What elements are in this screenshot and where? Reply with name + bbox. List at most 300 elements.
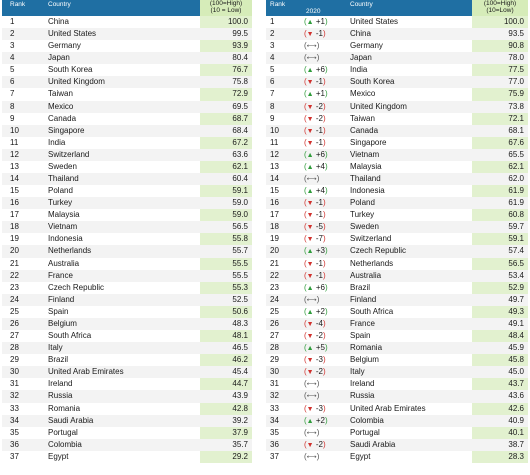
rank-cell: 29 xyxy=(270,355,279,365)
rank-change: (▼ -1) xyxy=(304,125,326,135)
rank-cell: 27 xyxy=(270,331,279,341)
rank-cell: 10 xyxy=(10,125,19,135)
rank-change-value: -1 xyxy=(315,125,323,135)
score-cell: 73.8 xyxy=(508,101,524,111)
ranking-table-left xyxy=(2,0,252,463)
rank-change: (▲ +5) xyxy=(304,343,328,353)
country-cell: Portugal xyxy=(48,427,78,437)
table-row xyxy=(2,354,252,366)
rank-cell: 13 xyxy=(10,161,19,171)
country-cell: Spain xyxy=(350,331,371,341)
rank-cell: 25 xyxy=(10,306,19,316)
score-cell: 53.4 xyxy=(508,270,524,280)
score-cell: 99.5 xyxy=(232,29,248,39)
score-cell: 78.0 xyxy=(508,53,524,63)
score-cell: 48.3 xyxy=(232,318,248,328)
rank-cell: 37 xyxy=(270,451,279,461)
arrow-down-icon: ▼ xyxy=(306,369,314,377)
no-change-icon: ⟷ xyxy=(306,393,317,401)
table-row xyxy=(266,161,528,173)
country-cell: Saudi Arabia xyxy=(48,415,94,425)
score-header: (100=High) (10=Low) xyxy=(472,0,528,16)
country-cell: United States xyxy=(350,17,399,26)
table-row xyxy=(2,378,252,390)
table-row xyxy=(266,149,528,161)
score-cell: 56.5 xyxy=(508,258,524,268)
table-row xyxy=(266,330,528,342)
rank-change: (▼ -1) xyxy=(304,198,326,208)
score-cell: 75.8 xyxy=(232,77,248,87)
table-row xyxy=(266,318,528,330)
score-cell: 49.3 xyxy=(508,306,524,316)
table-row xyxy=(266,28,528,40)
rank-change-value: +2 xyxy=(315,306,325,316)
score-cell: 56.5 xyxy=(232,222,248,232)
rank-cell: 25 xyxy=(270,306,279,316)
arrow-down-icon: ▼ xyxy=(306,333,314,341)
no-change-icon: ⟷ xyxy=(306,296,317,304)
table-row xyxy=(266,209,528,221)
rank-cell: 22 xyxy=(10,270,19,280)
table-row xyxy=(2,88,252,100)
score-cell: 76.7 xyxy=(232,65,248,75)
arrow-down-icon: ▼ xyxy=(306,405,314,413)
country-cell: Italy xyxy=(48,343,63,353)
country-cell: Netherlands xyxy=(350,258,394,268)
no-change-icon: ⟷ xyxy=(306,55,317,63)
country-cell: Czech Republic xyxy=(350,246,407,256)
country-cell: Vietnam xyxy=(350,149,380,159)
country-cell: India xyxy=(48,137,66,147)
rank-change: (▲ +2) xyxy=(304,415,328,425)
table-body xyxy=(2,16,252,463)
table-row xyxy=(2,403,252,415)
country-cell: Netherlands xyxy=(48,246,92,256)
country-cell: Ireland xyxy=(350,379,375,389)
ranking-table-right xyxy=(266,0,528,463)
score-cell: 93.5 xyxy=(508,29,524,39)
score-cell: 69.5 xyxy=(232,101,248,111)
table-row xyxy=(2,64,252,76)
table-row xyxy=(266,270,528,282)
score-cell: 45.8 xyxy=(508,355,524,365)
country-cell: Switzerland xyxy=(48,149,90,159)
arrow-down-icon: ▼ xyxy=(306,260,314,268)
rank-cell: 20 xyxy=(270,246,279,256)
score-cell: 40.9 xyxy=(508,415,524,425)
rank-cell: 24 xyxy=(270,294,279,304)
score-cell: 61.9 xyxy=(508,198,524,208)
country-cell: Belgium xyxy=(48,318,77,328)
score-cell: 63.6 xyxy=(232,149,248,159)
rank-cell: 16 xyxy=(270,198,279,208)
score-cell: 49.1 xyxy=(508,318,524,328)
rank-change-value: +5 xyxy=(315,343,325,353)
rank-cell: 21 xyxy=(270,258,279,268)
no-change-icon: ⟷ xyxy=(306,381,317,389)
score-cell: 100.0 xyxy=(227,17,248,26)
table-row xyxy=(2,294,252,306)
table-row xyxy=(266,306,528,318)
table-row xyxy=(2,52,252,64)
rank-change: (▲ +4) xyxy=(304,161,328,171)
score-cell: 93.9 xyxy=(232,41,248,51)
country-cell: Colombia xyxy=(48,439,82,449)
arrow-up-icon: ▲ xyxy=(306,345,314,353)
rank-cell: 36 xyxy=(10,439,19,449)
table-row xyxy=(266,390,528,402)
table-row xyxy=(266,64,528,76)
score-cell: 60.8 xyxy=(508,210,524,220)
table-row xyxy=(266,258,528,270)
country-cell: Switzerland xyxy=(350,234,392,244)
arrow-up-icon: ▲ xyxy=(306,188,314,196)
rank-change: (▲ +3) xyxy=(304,246,328,256)
country-cell: United Arab Emirates xyxy=(350,403,426,413)
country-cell: Taiwan xyxy=(350,113,375,123)
rank-change: (▼ -2) xyxy=(304,331,326,341)
rank-change-value: -3 xyxy=(315,403,323,413)
table-row xyxy=(2,137,252,149)
arrow-down-icon: ▼ xyxy=(306,272,314,280)
rank-change: (▼ -2) xyxy=(304,367,326,377)
no-change-icon: ⟷ xyxy=(306,43,317,51)
country-cell: Canada xyxy=(350,125,379,135)
score-cell: 55.3 xyxy=(232,282,248,292)
rank-change: (⟷) xyxy=(304,427,320,437)
rank-change-value: +1 xyxy=(315,89,325,99)
country-cell: Turkey xyxy=(350,210,375,220)
score-cell: 43.9 xyxy=(232,391,248,401)
country-cell: Finland xyxy=(48,294,75,304)
score-cell: 60.4 xyxy=(232,174,248,184)
rank-change: (▼ -1) xyxy=(304,210,326,220)
table-row xyxy=(266,221,528,233)
country-cell: Turkey xyxy=(48,198,73,208)
rank-header: Rank xyxy=(270,1,286,8)
rank-cell: 8 xyxy=(270,101,275,111)
score-cell: 62.1 xyxy=(232,161,248,171)
rank-cell: 10 xyxy=(270,125,279,135)
rank-cell: 15 xyxy=(270,186,279,196)
table-row xyxy=(266,101,528,113)
score-cell: 45.9 xyxy=(508,343,524,353)
score-cell: 59.1 xyxy=(508,234,524,244)
country-cell: South Korea xyxy=(350,77,395,87)
no-change-icon: ⟷ xyxy=(306,429,317,437)
rank-cell: 6 xyxy=(10,77,15,87)
rank-change: (▼ -1) xyxy=(304,258,326,268)
country-cell: Australia xyxy=(350,270,382,280)
arrow-up-icon: ▲ xyxy=(306,19,314,26)
rank-change-value: -1 xyxy=(315,210,323,220)
rank-change-value: -2 xyxy=(315,439,323,449)
rank-change: (▲ +4) xyxy=(304,186,328,196)
score-cell: 59.0 xyxy=(232,198,248,208)
table-row xyxy=(2,439,252,451)
country-header: Country xyxy=(350,1,373,8)
arrow-up-icon: ▲ xyxy=(306,67,314,75)
rank-cell: 18 xyxy=(270,222,279,232)
rank-change: (▲ +2) xyxy=(304,306,328,316)
table-row xyxy=(2,28,252,40)
rank-cell: 14 xyxy=(270,174,279,184)
rank-change-value: -1 xyxy=(315,29,323,39)
country-cell: Russia xyxy=(48,391,73,401)
country-cell: Mexico xyxy=(350,89,376,99)
table-row xyxy=(2,451,252,463)
rank-change: (▼ -1) xyxy=(304,77,326,87)
country-cell: United Kingdom xyxy=(48,77,105,87)
rank-cell: 17 xyxy=(10,210,19,220)
table-row xyxy=(2,76,252,88)
rank-cell: 2 xyxy=(10,29,15,39)
table-row xyxy=(266,427,528,439)
score-cell: 68.7 xyxy=(232,113,248,123)
table-row xyxy=(266,282,528,294)
country-cell: South Korea xyxy=(48,65,93,75)
country-cell: South Africa xyxy=(48,331,92,341)
rank-cell: 30 xyxy=(270,367,279,377)
change-header: 2020 xyxy=(306,8,321,15)
country-cell: Spain xyxy=(48,306,69,316)
arrow-down-icon: ▼ xyxy=(306,200,314,208)
rank-change: (▲ +1) xyxy=(304,17,328,26)
rank-change: (▼ -1) xyxy=(304,270,326,280)
country-cell: China xyxy=(48,17,69,26)
table-row xyxy=(266,403,528,415)
rank-change-value: -2 xyxy=(315,367,323,377)
score-cell: 67.2 xyxy=(232,137,248,147)
rank-change: (▼ -4) xyxy=(304,318,326,328)
table-row xyxy=(2,366,252,378)
score-cell: 49.7 xyxy=(508,294,524,304)
score-cell: 59.7 xyxy=(508,222,524,232)
table-row xyxy=(266,40,528,52)
score-header: (100=High) (10 = Low) xyxy=(200,0,252,16)
table-row xyxy=(2,221,252,233)
rank-change-value: -7 xyxy=(315,234,323,244)
table-row xyxy=(2,330,252,342)
country-cell: Indonesia xyxy=(350,186,385,196)
rank-change-value: -2 xyxy=(315,113,323,123)
table-row xyxy=(2,342,252,354)
table-row xyxy=(2,415,252,427)
arrow-down-icon: ▼ xyxy=(306,224,314,232)
arrow-down-icon: ▼ xyxy=(306,79,314,87)
rank-change: (▼ -5) xyxy=(304,222,326,232)
rank-cell: 16 xyxy=(10,198,19,208)
rank-cell: 14 xyxy=(10,174,19,184)
rank-change-value: +6 xyxy=(315,65,325,75)
rank-cell: 32 xyxy=(10,391,19,401)
rank-change: (▼ -2) xyxy=(304,113,326,123)
rank-cell: 22 xyxy=(270,270,279,280)
country-cell: Sweden xyxy=(350,222,379,232)
arrow-up-icon: ▲ xyxy=(306,248,314,256)
rank-cell: 13 xyxy=(270,161,279,171)
rank-cell: 18 xyxy=(10,222,19,232)
score-cell: 42.6 xyxy=(508,403,524,413)
score-cell: 42.8 xyxy=(232,403,248,413)
score-cell: 55.8 xyxy=(232,234,248,244)
country-cell: Finland xyxy=(350,294,377,304)
arrow-down-icon: ▼ xyxy=(306,357,314,365)
country-cell: Malaysia xyxy=(48,210,80,220)
arrow-up-icon: ▲ xyxy=(306,163,314,171)
score-cell: 59.0 xyxy=(232,210,248,220)
table-row xyxy=(266,16,528,28)
rank-change: (⟷) xyxy=(304,174,320,184)
table-row xyxy=(266,233,528,245)
country-cell: Ireland xyxy=(48,379,73,389)
rank-cell: 33 xyxy=(270,403,279,413)
country-cell: Portugal xyxy=(350,427,380,437)
rank-change-value: +3 xyxy=(315,246,325,256)
score-cell: 48.1 xyxy=(232,331,248,341)
country-cell: Brazil xyxy=(350,282,371,292)
arrow-up-icon: ▲ xyxy=(306,308,314,316)
table-row xyxy=(2,149,252,161)
country-cell: Saudi Arabia xyxy=(350,439,396,449)
table-row xyxy=(266,366,528,378)
rank-change: (▲ +1) xyxy=(304,89,328,99)
rank-change: (▼ -2) xyxy=(304,101,326,111)
score-cell: 77.5 xyxy=(508,65,524,75)
arrow-down-icon: ▼ xyxy=(306,441,314,449)
country-cell: Egypt xyxy=(350,451,371,461)
rank-change-value: -1 xyxy=(315,270,323,280)
country-cell: China xyxy=(350,29,371,39)
rank-cell: 35 xyxy=(270,427,279,437)
table-row xyxy=(266,52,528,64)
score-cell: 29.2 xyxy=(232,451,248,461)
rank-cell: 35 xyxy=(10,427,19,437)
arrow-down-icon: ▼ xyxy=(306,127,314,135)
rank-change-value: -1 xyxy=(315,77,323,87)
table-row xyxy=(2,125,252,137)
rank-cell: 19 xyxy=(270,234,279,244)
rank-cell: 1 xyxy=(270,17,275,26)
table-row xyxy=(266,294,528,306)
rank-cell: 26 xyxy=(270,318,279,328)
score-cell: 44.7 xyxy=(232,379,248,389)
rank-change: (⟷) xyxy=(304,294,320,304)
table-row xyxy=(266,173,528,185)
table-row xyxy=(2,233,252,245)
score-cell: 52.9 xyxy=(508,282,524,292)
score-cell: 46.5 xyxy=(232,343,248,353)
rank-cell: 2 xyxy=(270,29,275,39)
score-cell: 46.2 xyxy=(232,355,248,365)
country-cell: Egypt xyxy=(48,451,69,461)
rank-cell: 26 xyxy=(10,318,19,328)
score-cell: 61.9 xyxy=(508,186,524,196)
rank-change: (▼ -3) xyxy=(304,403,326,413)
score-cell: 90.8 xyxy=(508,41,524,51)
rank-change: (▼ -1) xyxy=(304,137,326,147)
rank-cell: 1 xyxy=(10,17,15,26)
arrow-down-icon: ▼ xyxy=(306,139,314,147)
country-cell: Thailand xyxy=(48,174,79,184)
rank-cell: 12 xyxy=(10,149,19,159)
rank-change-value: +6 xyxy=(315,149,325,159)
table-row xyxy=(2,209,252,221)
country-cell: Thailand xyxy=(350,174,381,184)
arrow-up-icon: ▲ xyxy=(306,151,314,159)
country-cell: United Arab Emirates xyxy=(48,367,124,377)
table-row xyxy=(2,270,252,282)
arrow-down-icon: ▼ xyxy=(306,212,314,220)
score-cell: 72.9 xyxy=(232,89,248,99)
score-cell: 43.7 xyxy=(508,379,524,389)
rank-cell: 11 xyxy=(10,137,19,147)
country-cell: Vietnam xyxy=(48,222,78,232)
rank-cell: 12 xyxy=(270,149,279,159)
rank-change-value: -3 xyxy=(315,355,323,365)
rank-cell: 24 xyxy=(10,294,19,304)
rank-cell: 5 xyxy=(10,65,15,75)
rank-cell: 31 xyxy=(270,379,279,389)
score-cell: 35.7 xyxy=(232,439,248,449)
table-row xyxy=(266,197,528,209)
country-cell: Taiwan xyxy=(48,89,73,99)
rank-cell: 34 xyxy=(270,415,279,425)
rank-change: (▲ +6) xyxy=(304,149,328,159)
score-cell: 75.9 xyxy=(508,89,524,99)
score-cell: 62.0 xyxy=(508,174,524,184)
rank-cell: 37 xyxy=(10,451,19,461)
score-cell: 45.4 xyxy=(232,367,248,377)
rank-change-value: -1 xyxy=(315,258,323,268)
rank-header: Rank xyxy=(10,1,26,8)
score-cell: 65.5 xyxy=(508,149,524,159)
rank-cell: 23 xyxy=(10,282,19,292)
country-cell: Poland xyxy=(350,198,375,208)
table-row xyxy=(266,88,528,100)
score-cell: 62.1 xyxy=(508,161,524,171)
no-change-icon: ⟷ xyxy=(306,176,317,184)
rank-cell: 28 xyxy=(10,343,19,353)
country-cell: Italy xyxy=(350,367,365,377)
table-row xyxy=(2,40,252,52)
rank-change-value: +2 xyxy=(315,415,325,425)
country-cell: Australia xyxy=(48,258,80,268)
arrow-down-icon: ▼ xyxy=(306,236,314,244)
rank-change-value: +4 xyxy=(315,186,325,196)
rank-cell: 6 xyxy=(270,77,275,87)
country-cell: United States xyxy=(48,29,97,39)
rank-change: (▼ -1) xyxy=(304,29,326,39)
table-row xyxy=(266,451,528,463)
rank-change-value: -4 xyxy=(315,318,323,328)
table-body xyxy=(266,16,528,463)
country-cell: Singapore xyxy=(48,125,85,135)
table-row xyxy=(2,185,252,197)
rank-change: (⟷) xyxy=(304,379,320,389)
table-row xyxy=(266,354,528,366)
country-cell: Czech Republic xyxy=(48,282,105,292)
rank-cell: 20 xyxy=(10,246,19,256)
score-cell: 28.3 xyxy=(508,451,524,461)
rank-cell: 30 xyxy=(10,367,19,377)
score-cell: 72.1 xyxy=(508,113,524,123)
rank-change-value: -2 xyxy=(315,101,323,111)
country-cell: France xyxy=(350,318,375,328)
score-cell: 40.1 xyxy=(508,427,524,437)
rank-cell: 8 xyxy=(10,101,15,111)
rank-change: (⟷) xyxy=(304,451,320,461)
